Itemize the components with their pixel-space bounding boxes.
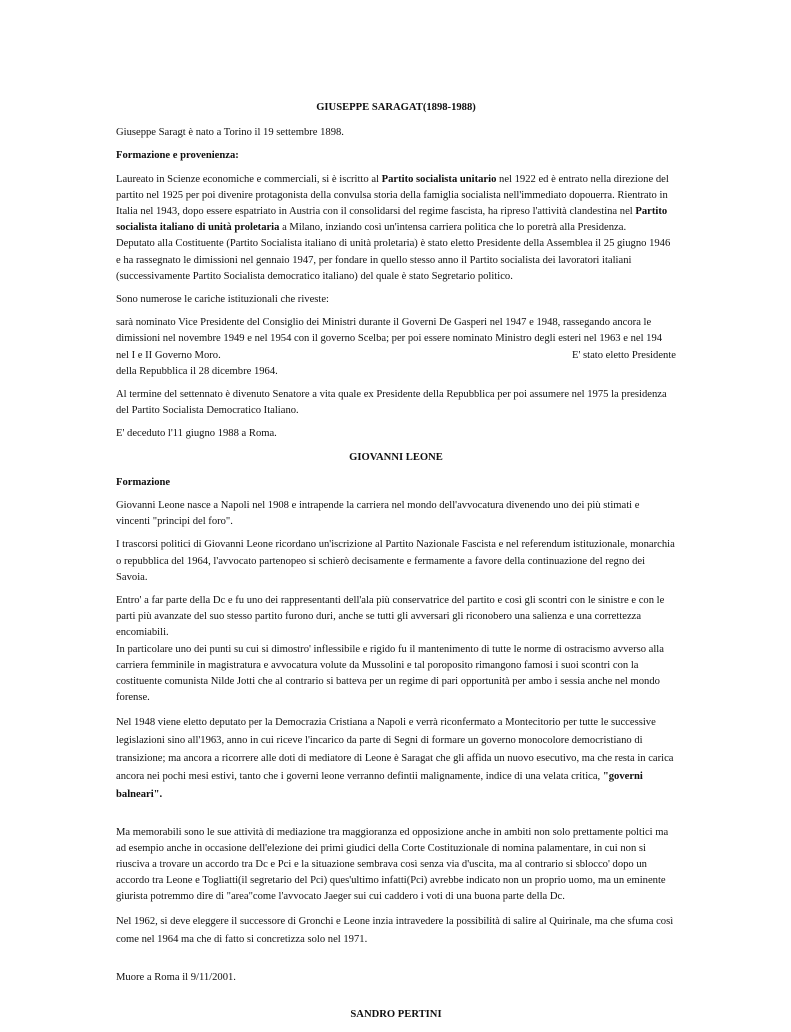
spacer <box>116 993 676 1007</box>
bold-party-name: Partito socialista italiano di unità proletaria <box>116 206 668 234</box>
subheading-formazione-provenienza: Formazione e provenienza: <box>116 150 239 162</box>
paragraph-saragat-cariche: Sono numerose le cariche istituzionali che riveste: <box>116 294 329 306</box>
section-title-pertini: SANDRO PERTINI <box>350 1008 442 1020</box>
document-page <box>116 100 676 1032</box>
paragraph-leone-magistratura: In particolare uno dei punti su cui si dimostro' inflessibile e rigido fu il mantenimento di tutte le norme di ostracismo avverso alla carriera femminile in magistratura e avvocatura volute da Mussolini e tal poroposito rimangono famosi i suoi scontri con la costituente comunista Nilde Jotti che al contrario si batteva per un regime di pari opportunità per ambo i sessia anche nel mondo forense. <box>116 643 664 704</box>
paragraph-leone-politics: I trascorsi politici di Giovanni Leone ricordano un'iscrizione al Partito Nazionale Fascista e nel referendum istituzionale, monarchia o repubblica del 1964, l'avvocato partenopeo si schierò decisamente e fermamente a favore della continuazione del regno dei Savoia. <box>116 539 675 583</box>
paragraph-saragat-birth: Giuseppe Saragt è nato a Torino il 19 settembre 1898. <box>116 127 344 139</box>
text-span: Nel 1948 viene eletto deputato per la Democrazia Cristiana a Napoli e verrà riconfermato a Montecitorio per tutte le successive legislazioni sino all'1963, anno in cui riceve l'incarico da parte di Segni di formare un governo monocolore democristiano di transizione; ma ancora a ricorrere alle doti di mediatore di Leone è Saragat che gli affida un nuovo esecutivo, ma che resta in carica ancora nei pochi mesi estivi, tanto che i governi leone verranno defintii malignamente, indice di una velata critica, <box>116 716 674 782</box>
spacer <box>116 956 676 970</box>
paragraph-leone-quirinale: Nel 1962, si deve eleggere il successore di Gronchi e Leone inzia intravedere la possibilità di salire al Quirinale, ma che sfuma così come nel 1964 ma che di fatto si concretizza solo nel 1971. <box>116 915 674 945</box>
text-span: sarà nominato Vice Presidente del Consiglio dei Ministri durante il Governi De Gasperi nel 1947 e 1948, rassegando ancora le dimissioni nel novembre 1949 e nel 1954 con il governo Scelba; per poi essere nominato Ministro degli esteri nel 1963 e nel 194 nel I e II Governo Moro. <box>116 317 663 361</box>
text-span: E' stato eletto Presidente <box>572 349 676 361</box>
text-span: della Repubblica il 28 dicembre 1964. <box>116 365 278 377</box>
section-title-leone: GIOVANNI LEONE <box>349 451 443 463</box>
paragraph-saragat-costituente: Deputato alla Costituente (Partito Socialista italiano di unità proletaria) è stato eletto Presidente della Assemblea il 25 giugno 1946 e ha rassegnato le dimissioni nel gennaio 1947, per fondare in quello stesso anno il Partito socialista dei lavoratori italiani (successivamente Partito Socialista democratico italiano) del quale è stato Segretario politico. <box>116 238 671 282</box>
paragraph-leone-deputato <box>116 714 676 804</box>
paragraph-leone-mediazione: Ma memorabili sono le sue attività di mediazione tra maggioranza ed opposizione anche in ambiti non solo prettamente poltici ma ad esempio anche in occasione dell'elezione dei primi giudici della Corte Costituzionale di nomina palamentare, in cui non si riusciva a trovare un accordo tra Dc e Pci e la situazione sembrava così senza via d'uscita, ma al contrario si sblocco' dopo un accordo tra Leone e Togliatti(il segretario del Pci) ques'ultimo infatti(Pci) avrebbe indicato non un proprio uomo, ma un eminente giurista potremmo dire di "area"come l'avvocato Jaeger sui cui caddero i voti di una buona parte della Dc. <box>116 826 669 903</box>
paragraph-saragat-senatore: Al termine del settennato è divenuto Senatore a vita quale ex Presidente della Repubblica per poi assumere nel 1975 la presidenza del Partito Socialista Democratico Italiano. <box>116 389 667 417</box>
text-span: nel 1922 ed è entrato nella direzione del partito nel 1925 per poi divenire protagonista della convulsa storia della famiglia socialista nell'immediato dopouerra. Rientrato in Italia nel 1943, dopo essere espatriato in Austria con il consolidarsi del regime fascista, ha ripreso l'attività clandestina nel <box>116 173 669 218</box>
paragraph-saragat-ministri <box>116 315 676 380</box>
text-span: a Milano, inziando così un'intensa carriera politica che lo poretrà alla Presidenza. <box>279 222 627 234</box>
paragraph-leone-birth: Giovanni Leone nasce a Napoli nel 1908 e intrapende la carriera nel mondo dell'avvocatura divenendo uno dei più stimati e vincenti "principi del foro". <box>116 500 640 528</box>
section-title-saragat: GIUSEPPE SARAGAT(1898-1988) <box>316 102 476 113</box>
paragraph-saragat-death: E' deceduto l'11 giugno 1988 a Roma. <box>116 428 277 440</box>
text-span: Laureato in Scienze economiche e commerciali, si è iscritto al <box>116 173 382 185</box>
spacer <box>116 811 676 825</box>
paragraph-leone-dc: Entro' a far parte della Dc e fu uno dei rappresentanti dell'ala più conservatrice del partito e così gli scontri con le sinistre e con le parti più avanzate del suo stesso partito furono duri, anche se tutti gli avversari gli riconobero una salienza e una correttezza encomiabili. <box>116 595 665 639</box>
paragraph-saragat-education <box>116 172 676 237</box>
bold-party-name: Partito socialista unitario <box>381 173 497 185</box>
paragraph-leone-death: Muore a Roma il 9/11/2001. <box>116 971 236 983</box>
bold-governi-balneari: "governi balneari". <box>116 770 643 800</box>
subheading-formazione: Formazione <box>116 476 171 488</box>
